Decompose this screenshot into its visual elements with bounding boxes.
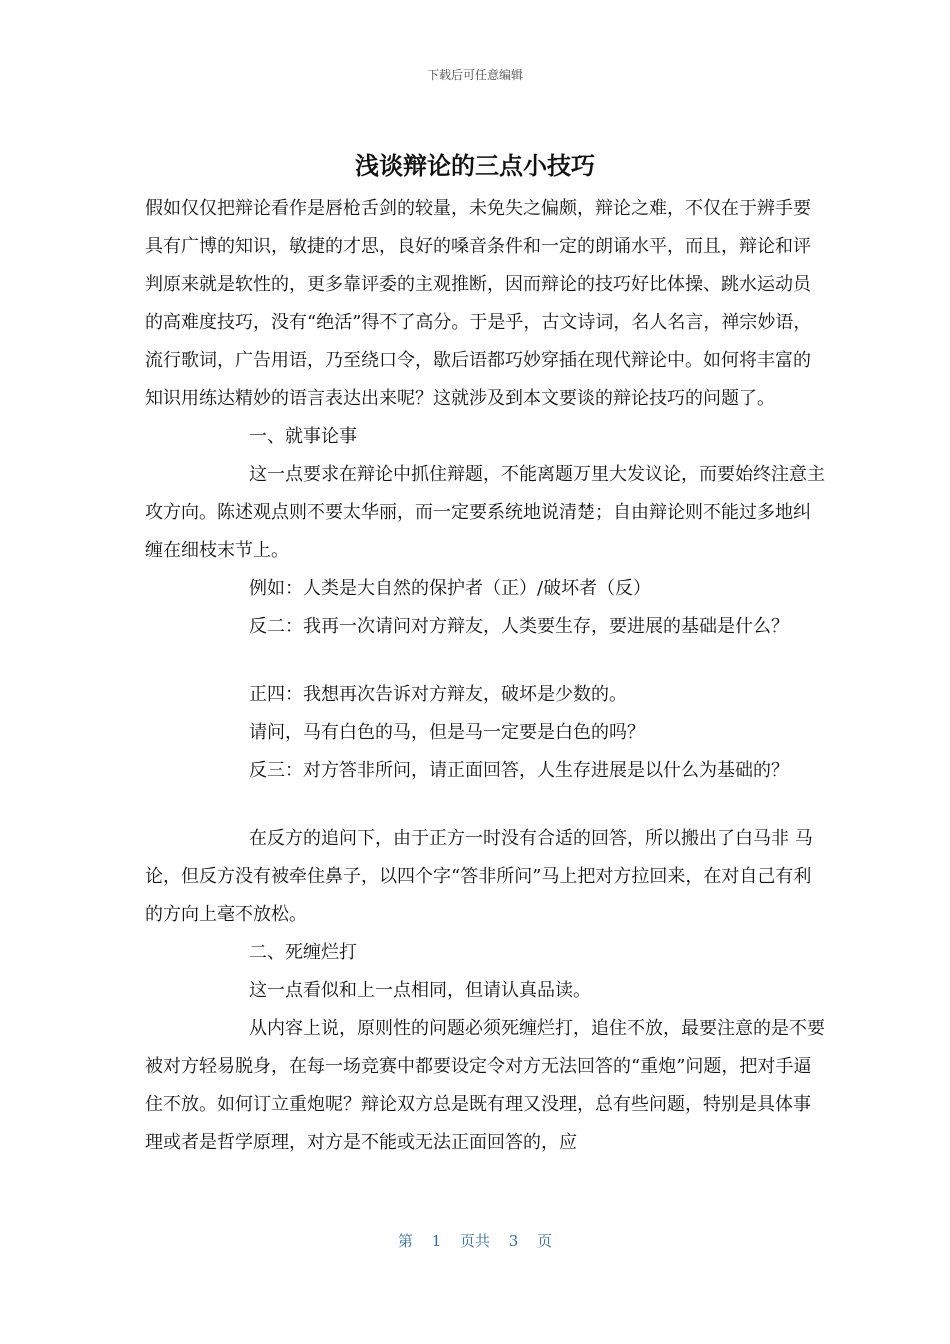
dialogue-fan2: 反二：我再一次请问对方辩友，人类要生存，要进展的基础是什么？	[249, 616, 789, 637]
spacer	[145, 790, 825, 820]
header-note: 下载后可任意编辑	[426, 68, 523, 82]
page-footer: 第 1 页共 3 页	[397, 1232, 553, 1250]
section1-heading: 一、就事论事	[249, 426, 357, 447]
example-line: 例如：人类是大自然的保护者（正）/破坏者（反）	[249, 578, 652, 599]
section1-paragraph: 这一点要求在辩论中抓住辩题，不能离题万里大发议论，而要始终注意主攻方向。陈述观点则不要太华丽，而一定要系统地说清楚；自由辩论则不能过多地纠缠在细枝末节上。	[145, 464, 825, 561]
section2-paragraph2: 从内容上说，原则性的问题必须死缠烂打，追住不放，最要注意的是不要被对方轻易脱身，在每一场竞赛中都要设定令对方无法回答的“重炮”问题，把对手逼住不放。如何订立重炮呢？辩论双方总是既有理又没理，总有些问题，特别是具体事理或者是哲学原理，对方是不能或无法正面回答的，应	[145, 1018, 825, 1153]
analysis-paragraph: 在反方的追问下，由于正方一时没有合适的回答，所以搬出了白马非 马论，但反方没有被牵住鼻子，以四个字“答非所问”马上把对方拉回来，在对自己有利的方向上毫不放松。	[145, 828, 813, 925]
intro-paragraph: 假如仅仅把辩论看作是唇枪舌剑的较量，未免失之偏颇，辩论之难，不仅在于辨手要具有广博的知识，敏捷的才思，良好的嗓音条件和一定的朗诵水平，而且，辩论和评判原来就是软性的，更多靠评委的主观推断，因而辩论的技巧好比体操、跳水运动员的高难度技巧，没有“绝活”得不了高分。于是乎，古文诗词，名人名言，禅宗妙语，流行歌词，广告用语，乃至绕口令，歇后语都巧妙穿插在现代辩论中。如何将丰富的知识用练达精妙的语言表达出来呢？这就涉及到本文要谈的辩论技巧的问题了。	[145, 198, 812, 409]
document-body	[145, 190, 825, 1162]
document-title: 浅谈辩论的三点小技巧	[355, 152, 595, 180]
section2-heading: 二、死缠烂打	[249, 942, 357, 963]
dialogue-ask: 请问，马有白色的马，但是马一定要是白色的吗？	[249, 722, 645, 743]
spacer	[145, 646, 825, 676]
section2-paragraph1: 这一点看似和上一点相同，但请认真品读。	[249, 980, 591, 1001]
dialogue-zheng4: 正四：我想再次告诉对方辩友，破坏是少数的。	[249, 684, 627, 705]
dialogue-fan3: 反三：对方答非所问，请正面回答，人生存进展是以什么为基础的？	[249, 760, 789, 781]
